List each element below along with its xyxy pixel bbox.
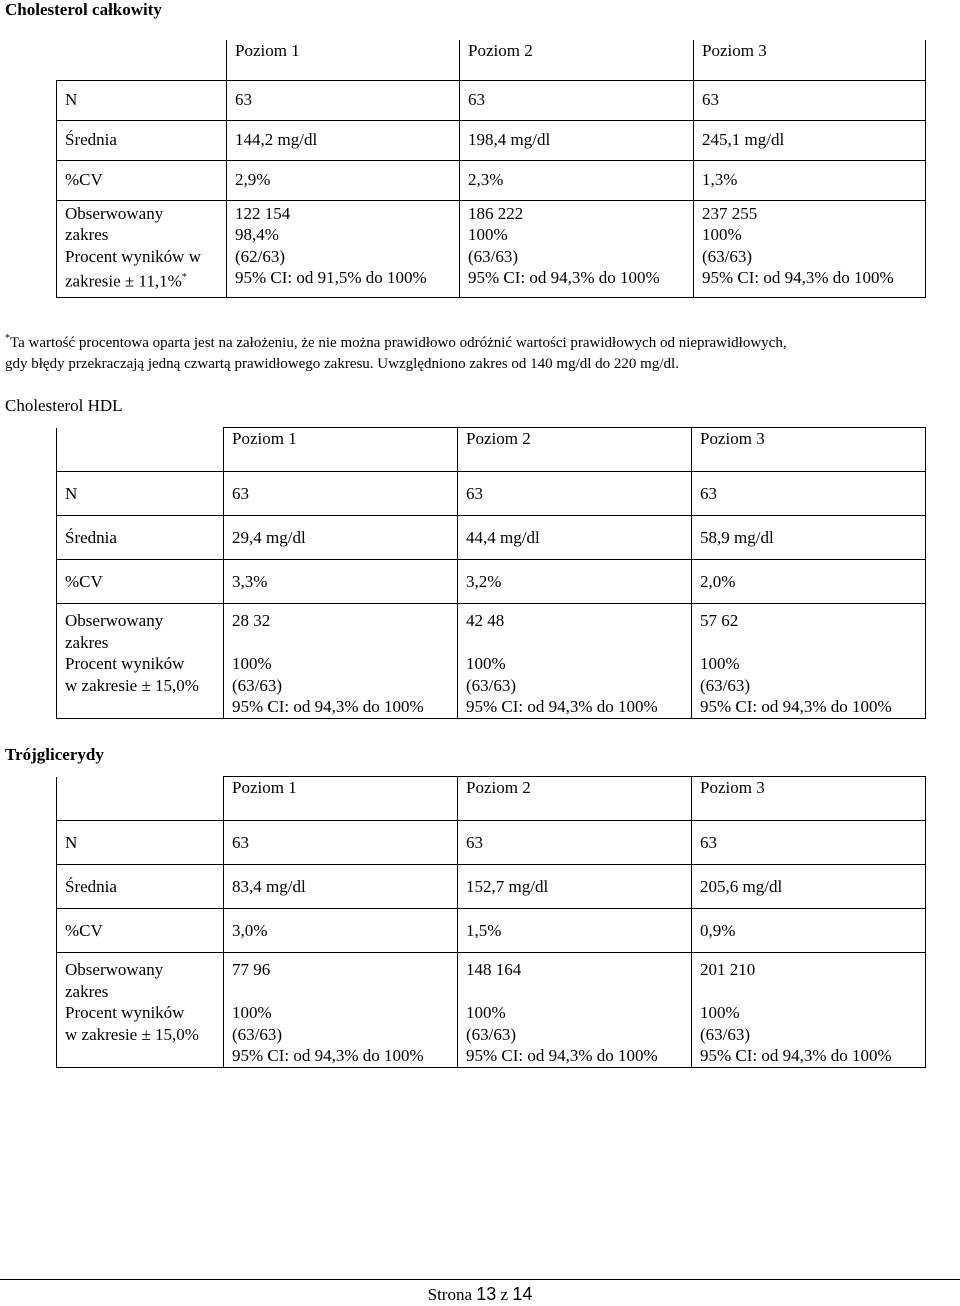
range-label-line-1: Obserwowany — [65, 611, 164, 630]
header-level-2: Poziom 2 — [458, 428, 692, 472]
pct-ci: 95% CI: od 94,3% do 100% — [700, 1046, 892, 1065]
range-cell — [692, 604, 926, 719]
footer-divider — [0, 1279, 960, 1280]
pct-ci: 95% CI: od 94,3% do 100% — [232, 697, 424, 716]
pct-label-line-2-wrap — [65, 267, 226, 292]
table-row-mean — [57, 120, 926, 160]
table-row-mean — [57, 865, 926, 909]
pct-ratio: (63/63) — [702, 246, 753, 266]
pct-label-line-1: Procent wyników — [65, 654, 185, 673]
footnote-line-1: Ta wartość procentowa oparta jest na założeniu, że nie można prawidłowo odróżnić wartości prawidłowych od nieprawidłowych, — [10, 335, 787, 351]
pct-label-line-1: Procent wyników — [65, 1003, 185, 1022]
pct-ratio: (62/63) — [235, 246, 286, 266]
footer-mid: z — [500, 1285, 509, 1304]
cell-value: 3,2% — [458, 560, 692, 604]
footer-page-number: 13 — [476, 1284, 497, 1304]
pct-ci: 95% CI: od 94,3% do 100% — [232, 1046, 424, 1065]
pct-ci: 95% CI: od 94,3% do 100% — [466, 1046, 658, 1065]
pct-label-line-1: Procent wyników w — [65, 246, 201, 266]
table-row-n — [57, 80, 926, 120]
cell-value: 63 — [694, 80, 926, 120]
pct-label-line-2: zakresie ± 11,1% — [65, 271, 182, 291]
pct-value: 100% — [466, 1003, 506, 1022]
header-empty-cell — [57, 428, 224, 472]
cell-value: 144,2 mg/dl — [227, 120, 460, 160]
row-label: Średnia — [57, 120, 227, 160]
table-row-range — [57, 953, 926, 1068]
cell-value: 245,1 mg/dl — [694, 120, 926, 160]
range-cell — [458, 953, 692, 1068]
range-cell — [460, 200, 694, 298]
pct-value: 100% — [466, 654, 506, 673]
cell-value: 205,6 mg/dl — [692, 865, 926, 909]
pct-ci: 95% CI: od 91,5% do 100% — [235, 268, 427, 287]
header-level-1: Poziom 1 — [227, 40, 460, 80]
section-title-hdl: Cholesterol HDL — [5, 396, 123, 415]
cell-value: 83,4 mg/dl — [224, 865, 458, 909]
pct-ratio: (63/63) — [466, 675, 517, 695]
table-row-cv — [57, 909, 926, 953]
pct-label-sup: * — [181, 272, 187, 283]
cell-value: 63 — [224, 472, 458, 516]
cell-value: 0,9% — [692, 909, 926, 953]
row-label: %CV — [57, 909, 224, 953]
cell-value: 1,3% — [694, 160, 926, 200]
range-cell — [224, 953, 458, 1068]
header-level-3: Poziom 3 — [692, 428, 926, 472]
row-label: %CV — [57, 560, 224, 604]
cell-value: 63 — [458, 821, 692, 865]
row-label — [57, 604, 224, 719]
page-footer — [0, 1284, 960, 1305]
pct-ci: 95% CI: od 94,3% do 100% — [466, 697, 658, 716]
header-level-1: Poziom 1 — [224, 777, 458, 821]
range-cell — [227, 200, 460, 298]
header-empty-cell — [57, 777, 224, 821]
pct-label-line-2: w zakresie ± 15,0% — [65, 1024, 199, 1044]
table-triglycerides — [56, 776, 926, 1068]
cell-value: 2,9% — [227, 160, 460, 200]
observed-range: 186 222 — [468, 203, 524, 223]
cell-value: 58,9 mg/dl — [692, 516, 926, 560]
table-row-range — [57, 604, 926, 719]
cell-value: 63 — [224, 821, 458, 865]
observed-range: 77 96 — [232, 960, 271, 979]
row-label — [57, 200, 227, 298]
cell-value: 3,3% — [224, 560, 458, 604]
pct-value: 100% — [702, 225, 742, 244]
pct-ratio: (63/63) — [700, 675, 751, 695]
row-label: %CV — [57, 160, 227, 200]
range-label-line-2: zakres — [65, 225, 109, 244]
header-level-3: Poziom 3 — [694, 40, 926, 80]
pct-value: 100% — [700, 1003, 740, 1022]
table-header-row — [57, 40, 926, 80]
footnote-line-2: gdy błędy przekraczają jedną czwartą prawidłowego zakresu. Uwzględniono zakres od 140 mg/dl do 220 mg/dl. — [5, 356, 679, 372]
table-row-n — [57, 821, 926, 865]
row-label: N — [57, 80, 227, 120]
observed-range: 122 154 — [235, 203, 291, 223]
header-empty-cell — [57, 40, 227, 80]
cell-value: 63 — [692, 821, 926, 865]
table-header-row — [57, 777, 926, 821]
cell-value: 1,5% — [458, 909, 692, 953]
header-level-2: Poziom 2 — [460, 40, 694, 80]
cell-value: 2,0% — [692, 560, 926, 604]
row-label: N — [57, 472, 224, 516]
table-row-cv — [57, 560, 926, 604]
cell-value: 152,7 mg/dl — [458, 865, 692, 909]
observed-range: 148 164 — [466, 960, 522, 979]
pct-ratio: (63/63) — [232, 675, 283, 695]
pct-value: 100% — [232, 1003, 272, 1022]
cell-value: 63 — [460, 80, 694, 120]
cell-value: 63 — [227, 80, 460, 120]
observed-range: 42 48 — [466, 611, 505, 630]
range-label-line-1: Obserwowany — [65, 203, 164, 223]
range-label-line-2: zakres — [65, 981, 109, 1001]
section-title-total-cholesterol: Cholesterol całkowity — [5, 0, 162, 19]
range-label-line-2: zakres — [65, 632, 109, 652]
pct-ratio: (63/63) — [466, 1024, 517, 1044]
pct-value: 100% — [700, 654, 740, 673]
table-total-cholesterol — [56, 40, 926, 298]
pct-value: 98,4% — [235, 225, 279, 244]
cell-value: 44,4 mg/dl — [458, 516, 692, 560]
cell-value: 29,4 mg/dl — [224, 516, 458, 560]
row-label: N — [57, 821, 224, 865]
row-label: Średnia — [57, 516, 224, 560]
range-cell — [224, 604, 458, 719]
range-cell — [458, 604, 692, 719]
pct-ratio: (63/63) — [468, 246, 519, 266]
observed-range: 57 62 — [700, 611, 739, 630]
pct-ratio: (63/63) — [700, 1024, 751, 1044]
pct-ci: 95% CI: od 94,3% do 100% — [702, 268, 894, 287]
table-row-n — [57, 472, 926, 516]
row-label: Średnia — [57, 865, 224, 909]
footnote-marker: * — [5, 333, 10, 344]
row-label — [57, 953, 224, 1068]
header-level-3: Poziom 3 — [692, 777, 926, 821]
header-level-2: Poziom 2 — [458, 777, 692, 821]
header-level-1: Poziom 1 — [224, 428, 458, 472]
table-hdl — [56, 427, 926, 719]
table-row-cv — [57, 160, 926, 200]
range-cell — [694, 200, 926, 298]
cell-value: 63 — [458, 472, 692, 516]
cell-value: 3,0% — [224, 909, 458, 953]
cell-value: 198,4 mg/dl — [460, 120, 694, 160]
pct-label-line-2: w zakresie ± 15,0% — [65, 675, 199, 695]
footnote — [5, 328, 955, 375]
table-header-row — [57, 428, 926, 472]
table-row-mean — [57, 516, 926, 560]
observed-range: 201 210 — [700, 960, 756, 979]
pct-ratio: (63/63) — [232, 1024, 283, 1044]
range-cell — [692, 953, 926, 1068]
cell-value: 2,3% — [460, 160, 694, 200]
range-label-line-1: Obserwowany — [65, 960, 164, 979]
observed-range: 237 255 — [702, 203, 758, 223]
cell-value: 63 — [692, 472, 926, 516]
pct-ci: 95% CI: od 94,3% do 100% — [468, 268, 660, 287]
pct-ci: 95% CI: od 94,3% do 100% — [700, 697, 892, 716]
pct-value: 100% — [232, 654, 272, 673]
pct-value: 100% — [468, 225, 508, 244]
section-title-triglycerides: Trójglicerydy — [5, 745, 104, 764]
footer-total-pages: 14 — [512, 1284, 533, 1304]
footer-prefix: Strona — [427, 1285, 473, 1304]
observed-range: 28 32 — [232, 611, 271, 630]
table-row-range — [57, 200, 926, 298]
